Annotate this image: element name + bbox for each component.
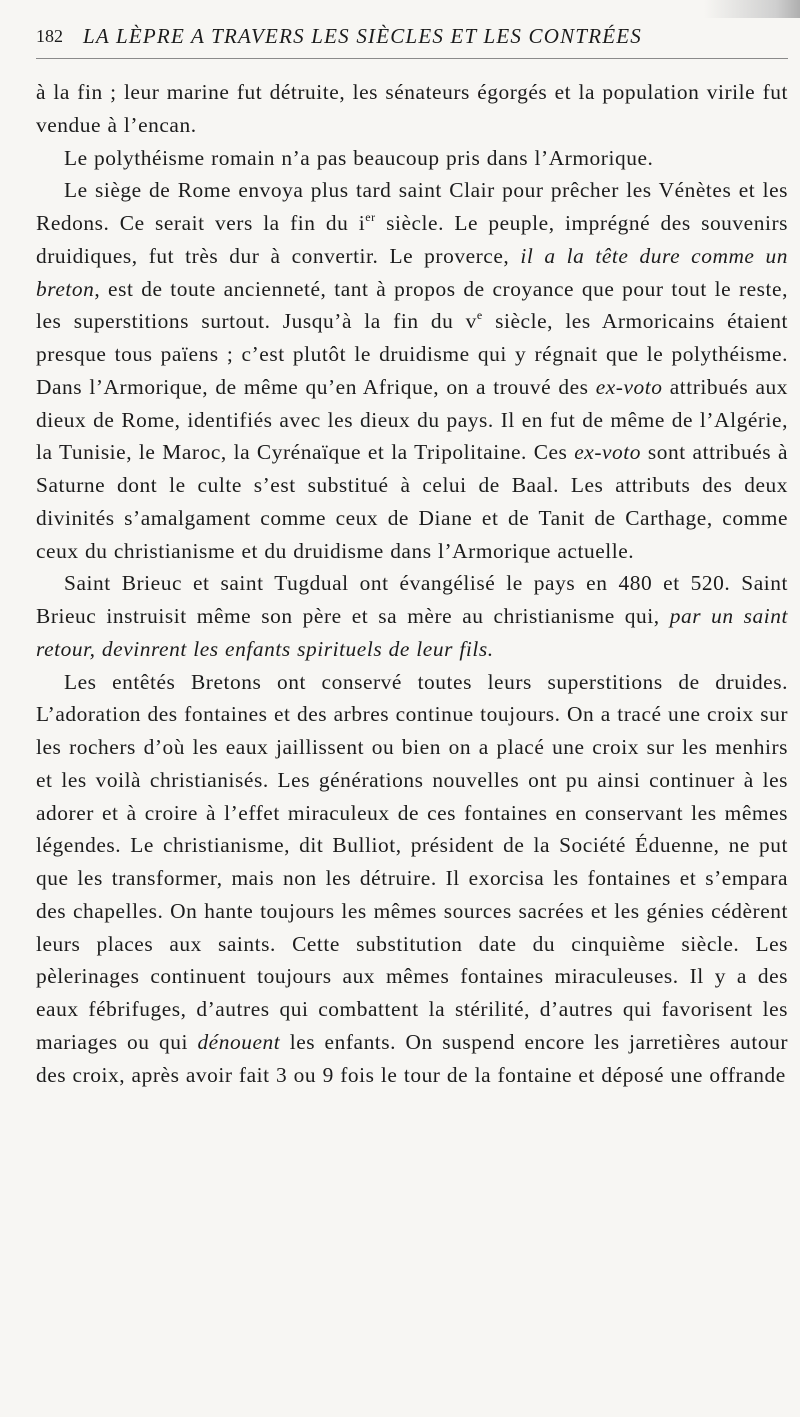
text-run: les enfants. On suspend encore les jarretières autour des croix, après avoir fait 3 ou 9 fois le tour de la fontaine et déposé une offrande xyxy=(36,1029,788,1087)
running-head xyxy=(36,16,784,56)
header-divider xyxy=(36,58,788,59)
text-run: siècle. Le peuple, imprégné des souvenirs druidiques, fut très dur à convertir. Le proverce, xyxy=(36,211,789,268)
text-run: attribués aux dieux de Rome, identifiés avec les dieux du pays. Il en fut de même de l’Algérie, la Tunisie, le Maroc, la Cyrénaïque et la Tripolitaine. Ces xyxy=(36,374,789,465)
italic-text: dénouent xyxy=(197,1029,281,1054)
italic-text: par un saint retour, devinrent les enfants spirituels de leur fils. xyxy=(36,604,788,661)
text-run: Les entêtés Bretons ont conservé toutes leurs superstitions de druides. L’adoration des fontaines et des arbres continue toujours. On a tracé une croix sur les rochers d’où les eaux jaillissent ou bien on a placé une croix sur les menhirs et les voilà christianisés. Les générations nouvelles ont pu ainsi continuer à les adorer et à croire à l’effet miraculeux de ces fontaines en conservant les mêmes légendes. Le christianisme, dit Bulliot, président de la Société Éduenne, ne put que les transformer, mais non les détruire. Il exorcisa les fontaines et s’empara des chapelles. On hante toujours les mêmes sources sacrées et les génies cédèrent leurs places aux saints. Cette substitution date du cinquième siècle. Les pèlerinages continuent toujours aux mêmes fontaines miraculeuses. Il y a des eaux fébrifuges, d’autres qui combattent la stérilité, d’autres qui favorisent les mariages ou qui xyxy=(36,669,788,1054)
italic-text: ex-voto xyxy=(574,440,642,465)
body-text xyxy=(36,76,788,1091)
text-run: à la fin ; leur marine fut détruite, les sénateurs égorgés et la population virile fut vendue à l’encan. xyxy=(36,80,788,137)
paragraph xyxy=(36,666,788,1092)
text-run: Le siège de Rome envoya plus tard saint Clair pour prêcher les Vénètes et les Redons. Ce serait vers la fin du i xyxy=(36,178,788,235)
page-number: 182 xyxy=(36,26,63,46)
text-run: sont attribués à Saturne dont le culte s’est substitué à celui de Baal. Les attributs des deux divinités s’amalgament comme ceux de Diane et de Tanit de Carthage, comme ceux du christianisme et du druidisme dans l’Armorique actuelle. xyxy=(36,440,788,563)
superscript: e xyxy=(476,308,483,323)
text-run: Le polythéisme romain n’a pas beaucoup pris dans l’Armorique. xyxy=(64,145,654,170)
superscript: er xyxy=(365,210,376,224)
text-run: siècle, les Armoricains étaient presque tous païens ; c’est plutôt le druidisme qui y régnait que le polythéisme. Dans l’Armorique, de même qu’en Afrique, on a trouvé des xyxy=(36,309,788,399)
text-run: Saint Brieuc et saint Tugdual ont évangélisé le pays en 480 et 520. Saint Brieuc instruisit même son père et sa mère au christianisme qui, xyxy=(36,571,788,628)
paragraph xyxy=(36,142,788,175)
paragraph xyxy=(36,76,788,142)
paragraph xyxy=(36,567,788,665)
paragraph xyxy=(36,174,788,567)
text-run: , est de toute ancienneté, tant à propos de croyance que pour tout le reste, les superstitions surtout. Jusqu’à la fin du v xyxy=(36,276,788,334)
running-title: LA LÈPRE A TRAVERS LES SIÈCLES ET LES CONTRÉES xyxy=(83,24,642,48)
italic-text: ex-voto xyxy=(595,374,663,399)
book-page xyxy=(36,0,788,1417)
italic-text: il a la tête dure comme un breton xyxy=(36,243,789,301)
